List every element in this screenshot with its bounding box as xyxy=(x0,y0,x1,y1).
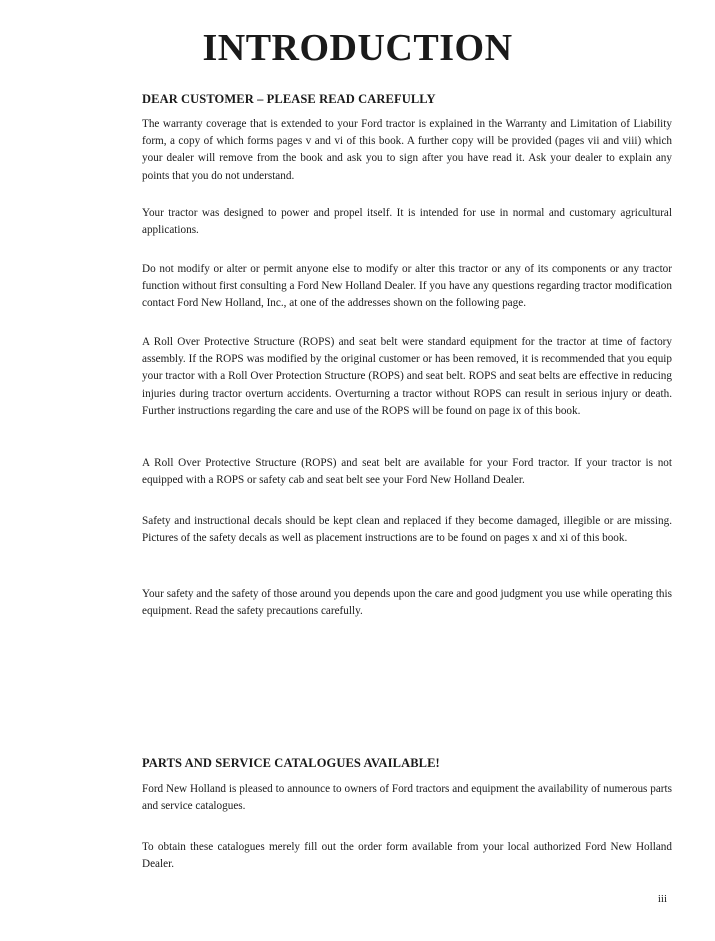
page-number: iii xyxy=(657,893,667,905)
paragraph-rops-standard: A Roll Over Protective Structure (ROPS) and seat belt were standard equipment for the tractor at time of factory assembly. If the ROPS was modified by the original customer or has been removed, it is recommended that you equip your tractor with a Roll Over Protection Structure (ROPS) and seat belt. ROPS and seat belts are effective in reducing injuries during tractor overturn accidents. Overturning a tractor without ROPS can result in serious injury or death. Further instructions regarding the care and use of the ROPS will be found on page ix of this book. xyxy=(142,336,672,417)
section-heading-parts-catalogues: PARTS AND SERVICE CATALOGUES AVAILABLE! xyxy=(142,756,440,770)
page-title: INTRODUCTION xyxy=(202,27,513,69)
paragraph-rops-available: A Roll Over Protective Structure (ROPS) and seat belt are available for your Ford tractor. If your tractor is not equipped with a ROPS or safety cab and seat belt see your Ford New Holland Dealer. xyxy=(142,457,672,487)
paragraph-modification: Do not modify or alter or permit anyone else to modify or alter this tractor or any of its components or any tractor function without first consulting a Ford New Holland Dealer. If you have any questions regarding tractor modification contact Ford New Holland, Inc., at one of the addresses shown on the following page. xyxy=(142,263,672,310)
paragraph-warranty: The warranty coverage that is extended to your Ford tractor is explained in the Warranty and Limitation of Liability form, a copy of which forms pages v and vi of this book. A further copy will be provided (pages vii and viii) which your dealer will remove from the book and ask you to sign after you have read it. Ask your dealer to explain any points that you do not understand. xyxy=(142,118,672,182)
paragraph-tractor-design: Your tractor was designed to power and propel itself. It is intended for use in normal and customary agricultural applications. xyxy=(142,207,672,237)
section-heading-dear-customer: DEAR CUSTOMER – PLEASE READ CAREFULLY xyxy=(142,92,436,106)
paragraph-catalogues-announcement: Ford New Holland is pleased to announce to owners of Ford tractors and equipment the availability of numerous parts and service catalogues. xyxy=(142,783,672,813)
paragraph-catalogues-order: To obtain these catalogues merely fill out the order form available from your local authorized Ford New Holland Dealer. xyxy=(142,841,672,871)
paragraph-decals: Safety and instructional decals should be kept clean and replaced if they become damaged, illegible or are missing. Pictures of the safety decals as well as placement instructions are to be found on pages x and xi of this book. xyxy=(142,515,672,545)
paragraph-safety: Your safety and the safety of those around you depends upon the care and good judgment you use while operating this equipment. Read the safety precautions carefully. xyxy=(142,588,672,618)
